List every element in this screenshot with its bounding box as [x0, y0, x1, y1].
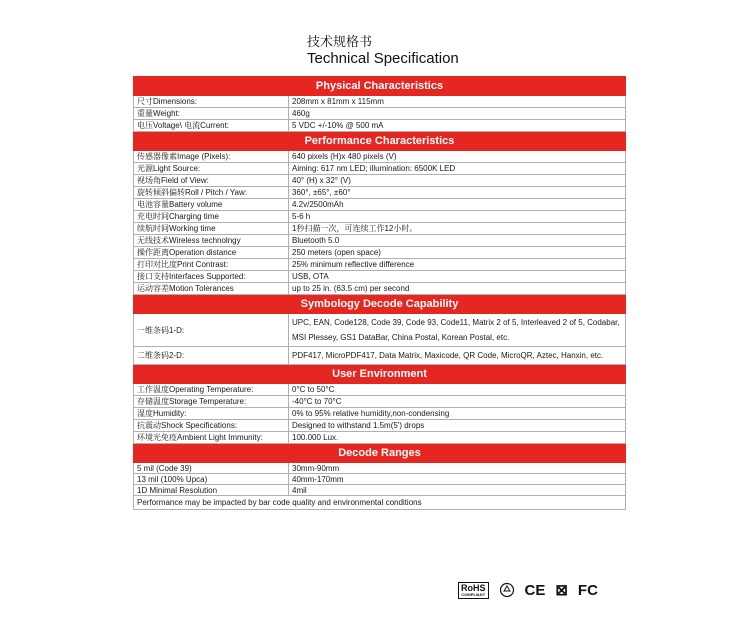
row-label-en: Operation distance — [169, 248, 237, 257]
recycle-icon — [499, 582, 515, 598]
row-label-zh: 抗震动 — [137, 421, 161, 430]
section-header-environment — [134, 365, 626, 384]
section-header-symbology — [134, 295, 626, 314]
table-row — [134, 314, 626, 347]
row-value: 5-6 h — [289, 211, 626, 223]
rohs-text: RoHS — [461, 582, 486, 593]
table-row — [134, 283, 626, 295]
section-header-performance — [134, 132, 626, 151]
table-row — [134, 235, 626, 247]
row-value: 30mm-90mm — [289, 463, 626, 474]
row-label-en: Humidity: — [153, 409, 187, 418]
rohs-compliant-text: COMPLIANT — [461, 591, 486, 597]
table-row — [134, 163, 626, 175]
table-row — [134, 96, 626, 108]
row-label-en: Image (Pixels): — [177, 152, 231, 161]
row-label-en: Operating Temperature: — [169, 385, 254, 394]
table-row — [134, 384, 626, 396]
row-label-zh: 一维条码 — [137, 325, 169, 335]
table-row — [134, 463, 626, 474]
document-title — [307, 36, 459, 66]
row-label-en: 2-D: — [169, 351, 185, 360]
row-value: 4.2v/2500mAh — [289, 199, 626, 211]
row-label-zh: 旋转倾斜偏转 — [137, 188, 185, 197]
row-label-zh: 尺寸 — [137, 97, 153, 106]
section-header-physical — [134, 77, 626, 96]
row-label-en: Charging time — [169, 212, 219, 221]
row-label: 5 mil (Code 39) — [134, 463, 289, 474]
table-row — [134, 396, 626, 408]
row-value: 460g — [289, 108, 626, 120]
section-title: Physical Characteristics — [134, 77, 626, 96]
row-value: 360°, ±65°, ±60° — [289, 187, 626, 199]
row-label-zh: 重量 — [137, 109, 153, 118]
row-label-zh: 传感器像素 — [137, 152, 177, 161]
table-row — [134, 247, 626, 259]
table-row — [134, 187, 626, 199]
title-english: Technical Specification — [307, 50, 459, 67]
table-row — [134, 474, 626, 485]
table-row — [134, 408, 626, 420]
ce-mark-icon: CE — [524, 581, 546, 599]
title-chinese: 技术规格书 — [307, 35, 373, 50]
row-label-zh: 打印对比度 — [137, 260, 177, 269]
row-value: Bluetooth 5.0 — [289, 235, 626, 247]
row-value: USB, OTA — [289, 271, 626, 283]
row-label: 13 mil (100% Upca) — [134, 474, 289, 485]
row-value: up to 25 in. (63.5 cm) per second — [289, 283, 626, 295]
table-row — [134, 151, 626, 163]
row-value: 25% minimum reflective difference — [289, 259, 626, 271]
row-label-en: Dimensions: — [153, 97, 198, 106]
table-row — [134, 175, 626, 187]
row-value: 0°C to 50°C — [289, 384, 626, 396]
row-label-en: Storage Temperature: — [169, 397, 247, 406]
row-label-en: Ambient Light Immunity: — [177, 433, 263, 442]
table-row — [134, 432, 626, 444]
row-label-en: Battery volume — [169, 200, 223, 209]
table-row — [134, 271, 626, 283]
row-label-zh: 工作温度 — [137, 385, 169, 394]
row-value: 208mm x 81mm x 115mm — [289, 96, 626, 108]
row-label-en: Print Contrast: — [177, 260, 229, 269]
row-value: 100.000 Lux. — [289, 432, 626, 444]
row-label-zh: 无线技术 — [137, 236, 169, 245]
table-row — [134, 420, 626, 432]
row-label-en: Voltage\ 电流Current: — [153, 121, 230, 130]
row-label-zh: 操作距离 — [137, 248, 169, 257]
row-label-zh: 电池容量 — [137, 200, 169, 209]
table-row — [134, 108, 626, 120]
section-title: Decode Ranges — [134, 444, 626, 463]
row-value: -40°C to 70°C — [289, 396, 626, 408]
row-value: 40° (H) x 32° (V) — [289, 175, 626, 187]
row-label: 1D Minimal Resolution — [134, 485, 289, 496]
rohs-logo — [458, 582, 489, 599]
row-label-zh: 视场角 — [137, 176, 161, 185]
section-title: Performance Characteristics — [134, 132, 626, 151]
spec-table — [133, 76, 626, 510]
row-label-zh: 续航时间 — [137, 224, 169, 233]
row-value: 250 meters (open space) — [289, 247, 626, 259]
fcc-mark-icon: FC — [577, 581, 598, 599]
row-label-en: Interfaces Supported: — [169, 272, 246, 281]
row-value: UPC, EAN, Code128, Code 39, Code 93, Code11, Matrix 2 of 5, Interleaved 2 of 5, Codabar, MSI Plessey, GS1 DataBar, China Postal, Korean Postal, etc. — [289, 314, 626, 347]
row-value: 0% to 95% relative humidity,non-condensing — [289, 408, 626, 420]
row-label-zh: 电压 — [137, 121, 153, 130]
row-label-zh: 二维条码 — [137, 351, 169, 360]
row-value: 4mil — [289, 485, 626, 496]
row-label-en: Roll / Pitch / Yaw: — [185, 188, 247, 197]
certification-logos — [458, 578, 598, 602]
row-label-zh: 接口支持 — [137, 272, 169, 281]
row-label-zh: 光源 — [137, 164, 153, 173]
section-title: Symbology Decode Capability — [134, 295, 626, 314]
row-label-zh: 存储温度 — [137, 397, 169, 406]
row-label-en: Light Source: — [153, 164, 201, 173]
row-label-en: Wireless technolngy — [169, 236, 241, 245]
row-value: PDF417, MicroPDF417, Data Matrix, Maxicode, QR Code, MicroQR, Aztec, Hanxin, etc. — [289, 347, 626, 365]
row-label-en: 1-D: — [169, 325, 185, 335]
row-label-en: Shock Specifications: — [161, 421, 238, 430]
row-value: 40mm-170mm — [289, 474, 626, 485]
weee-bin-icon: ⊠ — [555, 582, 568, 599]
footnote: Performance may be impacted by bar code quality and environmental conditions — [134, 496, 626, 510]
row-label-zh: 环境光免疫 — [137, 433, 177, 442]
row-value: 5 VDC +/-10% @ 500 mA — [289, 120, 626, 132]
row-label-zh: 湿度 — [137, 409, 153, 418]
row-label-en: Field of View: — [161, 176, 209, 185]
row-label-zh: 运动容差 — [137, 284, 169, 293]
table-row — [134, 485, 626, 496]
row-value: 640 pixels (H)x 480 pixels (V) — [289, 151, 626, 163]
table-row — [134, 199, 626, 211]
table-row — [134, 223, 626, 235]
row-label-en: Working time — [169, 224, 216, 233]
row-label-zh: 充电时间 — [137, 212, 169, 221]
row-value: Aiming: 617 nm LED; illumination: 6500K LED — [289, 163, 626, 175]
row-label-en: Motion Tolerances — [169, 284, 234, 293]
row-label-en: Weight: — [153, 109, 180, 118]
table-row — [134, 120, 626, 132]
table-row — [134, 347, 626, 365]
section-title: User Environment — [134, 365, 626, 384]
row-value: Designed to withstand 1.5m(5') drops — [289, 420, 626, 432]
section-header-decode — [134, 444, 626, 463]
table-row — [134, 259, 626, 271]
table-row — [134, 211, 626, 223]
footnote-row — [134, 496, 626, 510]
row-value: 1秒扫描一次，可连续工作12小时。 — [289, 223, 626, 235]
